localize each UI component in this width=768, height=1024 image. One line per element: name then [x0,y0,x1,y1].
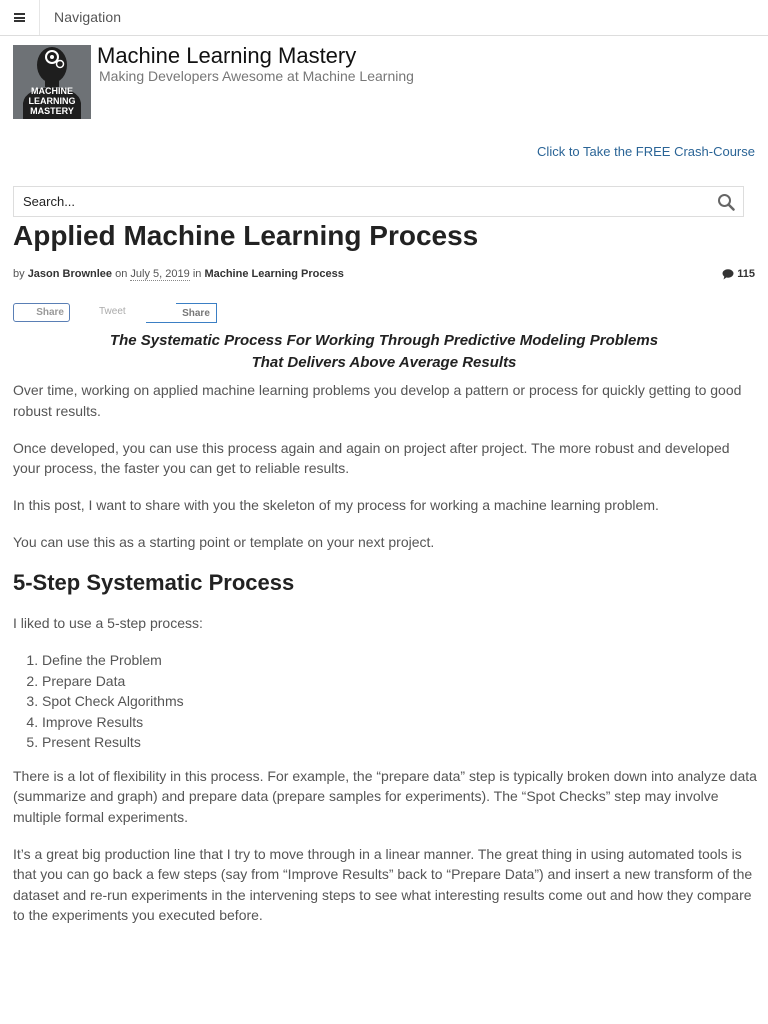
linkedin-share-label: Share [182,307,210,319]
paragraph: Once developed, you can use this process again and again on project after project. The more robust and developed your process, the faster you can get to reliable results. [13,439,730,476]
section-heading: 5-Step Systematic Process [13,570,295,595]
meta-by: by [13,268,25,280]
category-link[interactable]: Machine Learning Process [204,268,344,280]
menu-button[interactable] [0,0,40,35]
facebook-share-label: Share [36,307,64,318]
list-item: 2. Prepare Data [42,671,757,692]
linkedin-share-button[interactable] [176,303,217,323]
search-button[interactable] [717,193,735,211]
top-navigation-bar [0,0,768,36]
search-icon [717,193,735,211]
comment-icon [722,269,734,280]
paragraph: There is a lot of flexibility in this process. For example, the “prepare data” step is typically broken down into analyze data (summarize and graph) and prepare data (prepare samples for experiments). The “Spot Checks” step may involve multiple formal experiments. [13,767,757,825]
search-box [13,186,744,217]
site-tagline: Making Developers Awesome at Machine Learning [99,68,414,84]
crash-course-link[interactable]: Click to Take the FREE Crash-Course [537,144,755,159]
list-item: 1. Define the Problem [42,650,757,671]
comments-link[interactable] [722,268,755,280]
author-link[interactable]: Jason Brownlee [27,268,113,280]
navigation-label[interactable]: Navigation [54,9,122,25]
comment-count: 115 [737,268,755,280]
paragraph: Over time, working on applied machine learning problems you develop a pattern or process for quickly getting to good robust results. [13,382,742,419]
list-item: 3. Spot Check Algorithms [42,691,757,712]
subtitle-line-2: That Delivers Above Average Results [251,354,517,371]
site-logo[interactable] [13,45,91,119]
paragraph: I liked to use a 5-step process: [13,615,203,631]
logo-head-icon [13,45,91,119]
article-title: Applied Machine Learning Process [13,220,479,251]
paragraph: You can use this as a starting point or template on your next project. [13,534,435,550]
paragraph: It’s a great big production line that I try to move through in a linear manner. The great thing in using automated tools is that you can go back a few steps (say from “Improve Results” back to “Prepare Data”) and insert a new transform of the dataset and re-run experiments in the intervening steps to see what interesting results come out and how they compare to the experiments you executed before. [13,845,753,923]
list-item: 5. Present Results [42,732,757,753]
hamburger-icon [14,13,25,22]
tweet-button[interactable]: Tweet [99,306,126,317]
meta-in: in [192,268,202,280]
article-body [13,380,757,942]
meta-on: on [115,268,128,280]
svg-text:MASTERY: MASTERY [30,106,74,116]
site-title[interactable]: Machine Learning Mastery [97,43,357,68]
subtitle-line-1: The Systematic Process For Working Through Predictive Modeling Problems [109,332,659,349]
share-divider [146,322,176,323]
post-date: July 5, 2019 [130,268,190,280]
svg-text:MACHINE: MACHINE [31,86,73,96]
paragraph: In this post, I want to share with you the skeleton of my process for working a machine learning problem. [13,497,659,513]
search-input[interactable] [14,187,704,216]
list-item: 4. Improve Results [42,712,757,733]
steps-list [13,650,757,753]
article-subtitle [13,330,755,374]
article-meta [13,268,344,280]
svg-text:LEARNING: LEARNING [28,96,76,106]
facebook-share-button[interactable] [13,303,70,322]
